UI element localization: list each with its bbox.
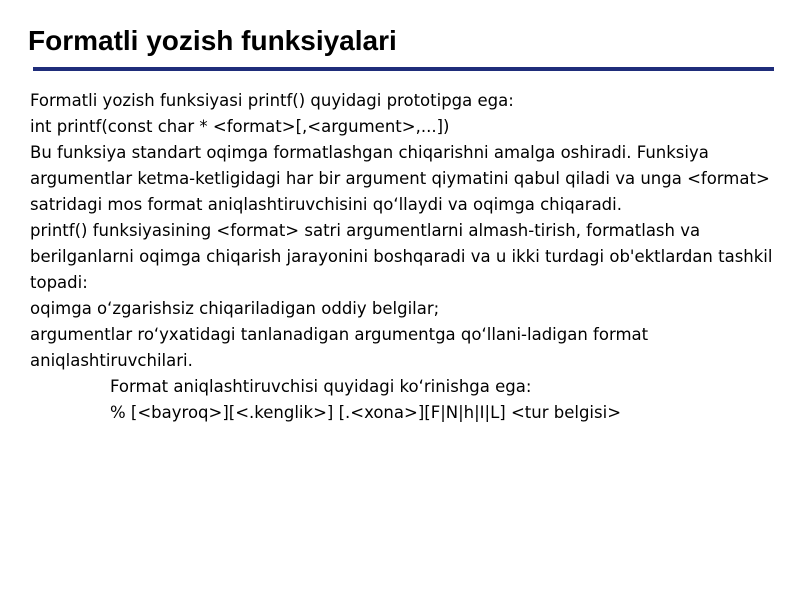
- body-paragraph-description: Bu funksiya standart oqimga formatlashgan chiqarishni amalga oshiradi. Funksiya argumentlar ketma-ketligidagi har bir argument qiymatini qabul qiladi va unga <format> satridagi mos format aniqlashtiruvchisini qo‘llaydi va oqimga chiqaradi.: [30, 143, 770, 214]
- body-line-plain-chars: oqimga o‘zgarishsiz chiqariladigan oddiy belgilar;: [30, 299, 440, 318]
- body-paragraph-specifiers: argumentlar ro‘yxatidagi tanlanadigan argumentga qo‘llani-ladigan format aniqlashtiruvchilari.: [30, 325, 649, 370]
- body-line-intro: Formatli yozish funksiyasi printf() quyidagi prototipga ega:: [30, 91, 514, 110]
- slide-title: Formatli yozish funksiyalari: [28, 25, 397, 56]
- body-line-prototype: int printf(const char * <format>[,<argument>,...]): [30, 117, 450, 136]
- body-line-specifier-form: Format aniqlashtiruvchisi quyidagi ko‘rinishga ega:: [110, 377, 532, 396]
- title-underline: [33, 67, 774, 71]
- slide-body: [30, 88, 780, 426]
- body-paragraph-format-string: printf() funksiyasining <format> satri argumentlarni almash-tirish, formatlash va berilganlarni oqimga chiqarish jarayonini boshqaradi va u ikki turdagi ob'ektlardan tashkil topadi:: [30, 221, 773, 292]
- body-line-specifier-syntax: % [<bayroq>][<.kenglik>] [.<xona>][F|N|h|I|L] <tur belgisi>: [110, 403, 622, 422]
